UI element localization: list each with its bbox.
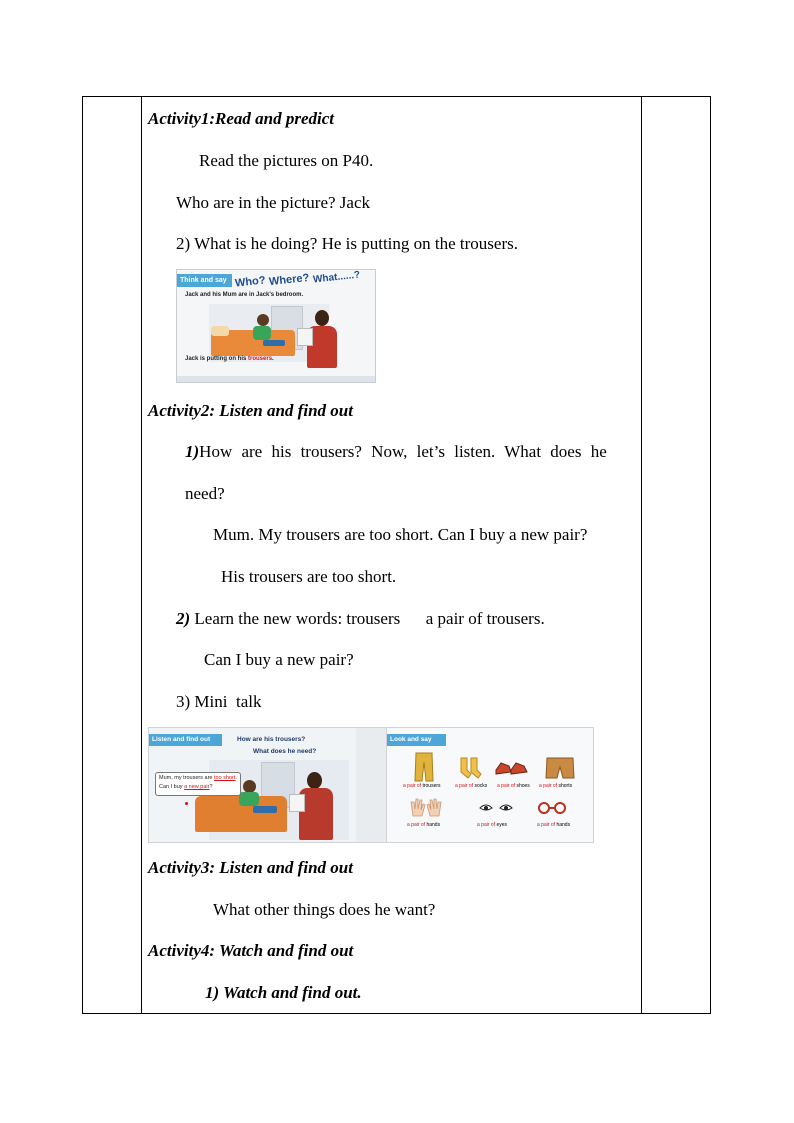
activity1-line: 2) What is he doing? He is putting on the trousers. — [176, 234, 518, 253]
eyes-icon — [479, 802, 513, 814]
caption-pre: a pair of — [537, 822, 557, 828]
question-text: How are his trousers? Now, let’s listen. What does he — [199, 442, 607, 461]
what-label: What......? — [312, 269, 361, 286]
jack-trousers — [253, 806, 277, 813]
activity1-line: Read the pictures on P40. — [199, 151, 374, 170]
mum-head — [315, 310, 329, 326]
pillow — [211, 326, 229, 336]
question-text: Learn the new words: trousers a pair of trousers. — [190, 609, 545, 628]
speech-keyword: a new pair — [184, 784, 210, 790]
speech-keyword: too short — [214, 775, 236, 781]
activity1-heading: Activity1:Read and predict — [148, 109, 335, 128]
hands-icon — [409, 796, 443, 818]
shorts-icon — [545, 756, 575, 780]
think-and-say-figure — [176, 269, 376, 383]
caption-pre: a pair of — [455, 783, 475, 789]
marker-dot — [185, 802, 188, 805]
listen-and-find-out-figure — [148, 727, 358, 843]
caption-word: shoes — [516, 783, 530, 789]
jack-shirt — [239, 792, 259, 806]
item-caption — [537, 822, 570, 828]
activity4-subheading: 1) Watch and find out. — [205, 983, 362, 1002]
caption-word: eyes — [496, 822, 508, 828]
jack-shirt — [253, 326, 271, 340]
caption-pre: a pair of — [497, 783, 517, 789]
item-caption — [403, 783, 441, 789]
figure-bottom-strip — [177, 376, 375, 382]
table-column-divider-right — [641, 97, 642, 1013]
speech-bubble — [155, 772, 241, 796]
caption-pre: a pair of — [407, 822, 427, 828]
answer-line: His trousers are too short. — [221, 567, 397, 586]
jack-trousers — [263, 340, 285, 346]
activity2-question-2 — [176, 609, 545, 629]
item-caption — [477, 822, 507, 828]
figure-tag: Listen and find out — [149, 734, 222, 746]
speech-end: ? — [209, 784, 213, 790]
shoes-icon — [495, 760, 529, 778]
caption-word: shorts — [558, 783, 573, 789]
activity3-line: What other things does he want? — [213, 900, 436, 919]
speech-text: Mum, my trousers are — [159, 775, 215, 781]
speech-end: . — [235, 775, 237, 781]
activity2-question-1 — [185, 442, 607, 462]
activity3-heading: Activity3: Listen and find out — [148, 858, 353, 877]
item-caption — [539, 783, 572, 789]
mum-head — [307, 772, 322, 789]
figure-question-2: What does he need? — [253, 748, 317, 755]
activity4-heading: Activity4: Watch and find out — [148, 941, 354, 960]
caption-keyword: trousers — [248, 356, 273, 362]
mini-talk-line: 3) Mini talk — [176, 692, 262, 711]
question-number: 2) — [176, 609, 191, 628]
activity2-heading: Activity2: Listen and find out — [148, 401, 353, 420]
speech-text: Can I buy — [159, 784, 185, 790]
caption-word: socks — [474, 783, 488, 789]
table-column-divider-left — [141, 97, 142, 1013]
item-caption — [407, 822, 440, 828]
trousers-icon — [413, 752, 435, 782]
mum-paper — [297, 328, 313, 346]
speech-line-2 — [159, 784, 213, 790]
mum-line: Mum. My trousers are too short. Can I buy a new pair? — [213, 525, 588, 544]
figure-tag: Look and say — [387, 734, 446, 746]
item-caption — [497, 783, 530, 789]
mum-paper — [289, 794, 305, 812]
who-label: Who? — [234, 274, 267, 290]
look-and-say-figure — [386, 727, 594, 843]
activity2-question-1-cont: need? — [185, 484, 225, 503]
figure-caption-bottom — [185, 356, 274, 362]
caption-text: Jack is putting on his — [185, 356, 249, 362]
jack-head — [257, 314, 269, 326]
caption-end: . — [272, 356, 274, 362]
caption-word: hands — [426, 822, 441, 828]
figure-question-1: How are his trousers? — [237, 736, 306, 743]
figure-gap — [356, 727, 386, 843]
buy-line: Can I buy a new pair? — [204, 650, 354, 669]
figure-tag: Think and say — [177, 274, 232, 287]
speech-line-1 — [159, 775, 237, 781]
caption-pre: a pair of — [539, 783, 559, 789]
where-label: Where? — [268, 271, 310, 289]
item-caption — [455, 783, 487, 789]
socks-icon — [459, 756, 483, 780]
caption-pre: a pair of — [477, 822, 497, 828]
activity1-line: Who are in the picture? Jack — [176, 193, 370, 212]
question-number: 1) — [185, 442, 200, 461]
caption-word: hands — [556, 822, 571, 828]
figure-caption-top: Jack and his Mum are in Jack's bedroom. — [185, 292, 304, 298]
glasses-icon — [537, 802, 567, 814]
caption-pre: a pair of — [403, 783, 423, 789]
caption-word: trousers — [422, 783, 441, 789]
